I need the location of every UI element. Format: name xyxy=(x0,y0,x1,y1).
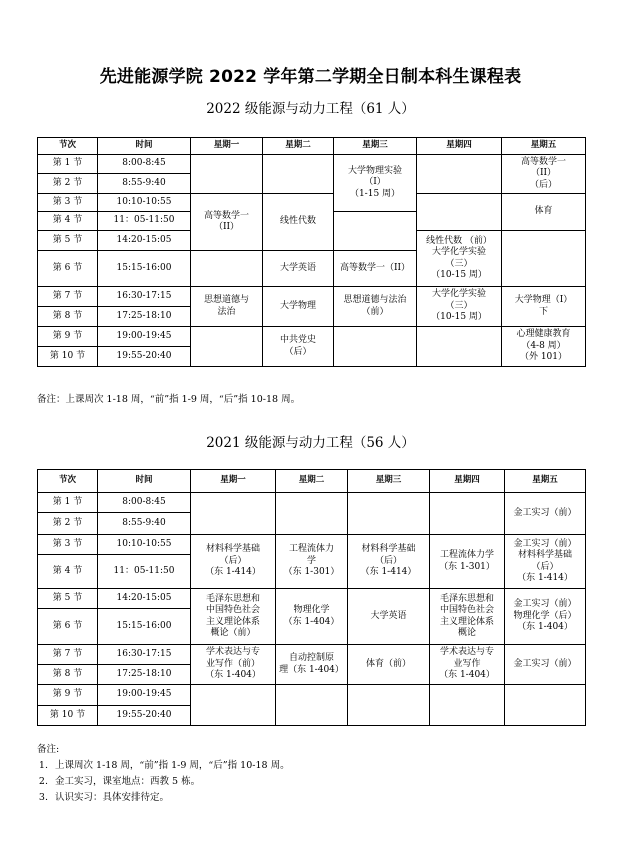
period-cell: 第 2 节 xyxy=(38,513,98,535)
period-cell: 第 6 节 xyxy=(38,609,98,645)
time-cell: 17:25-18:10 xyxy=(98,307,191,327)
period-cell: 第 9 节 xyxy=(38,685,98,706)
header-mon: 星期一 xyxy=(191,470,276,493)
note-item: 2. 金工实习，课室地点：西教 5 栋。 xyxy=(51,774,290,790)
course-cell: 体育（前） xyxy=(348,645,430,685)
period-cell: 第 9 节 xyxy=(38,327,98,347)
empty-cell xyxy=(191,685,276,726)
course-cell: 材料科学基础 （后） （东 1-414） xyxy=(348,535,430,589)
header-mon: 星期一 xyxy=(191,138,263,155)
empty-cell xyxy=(417,194,502,231)
period-cell: 第 8 节 xyxy=(38,307,98,327)
header-wed: 星期三 xyxy=(334,138,417,155)
time-cell: 10:10-10:55 xyxy=(98,535,191,555)
course-cell: 中共党史 （后） xyxy=(263,327,334,367)
course-cell: 自动控制原 理（东 1-404） xyxy=(276,645,348,685)
course-cell: 工程流体力 学 （东 1-301） xyxy=(276,535,348,589)
time-cell: 8:00-8:45 xyxy=(98,155,191,174)
period-cell: 第 1 节 xyxy=(38,155,98,174)
period-cell: 第 4 节 xyxy=(38,555,98,589)
note-item: 3. 认识实习：具体安排待定。 xyxy=(51,790,290,806)
period-cell: 第 5 节 xyxy=(38,231,98,251)
time-cell: 19:55-20:40 xyxy=(98,706,191,726)
section1-title: 2022 级能源与动力工程（61 人） xyxy=(206,101,415,117)
course-cell: 工程流体力学 （东 1-301） xyxy=(430,535,505,589)
empty-cell xyxy=(348,685,430,726)
time-cell: 8:55-9:40 xyxy=(98,513,191,535)
empty-cell xyxy=(430,685,505,726)
header-period: 节次 xyxy=(38,138,98,155)
course-cell: 金工实习（前） xyxy=(505,645,586,685)
time-cell: 17:25-18:10 xyxy=(98,665,191,685)
period-cell: 第 7 节 xyxy=(38,645,98,665)
empty-cell xyxy=(276,685,348,726)
empty-cell xyxy=(276,493,348,535)
time-cell: 14:20-15:05 xyxy=(98,589,191,609)
header-time: 时间 xyxy=(98,138,191,155)
period-cell: 第 3 节 xyxy=(38,535,98,555)
empty-cell xyxy=(191,155,263,194)
notes-list xyxy=(37,758,290,806)
course-cell: 学术表达与专 业写作（前） （东 1-404） xyxy=(191,645,276,685)
section2-notes xyxy=(37,742,290,806)
empty-cell xyxy=(263,155,334,194)
header-wed: 星期三 xyxy=(348,470,430,493)
period-cell: 第 2 节 xyxy=(38,174,98,194)
course-cell: 心理健康教育 （4-8 周） （外 101） xyxy=(502,327,586,367)
empty-cell xyxy=(334,327,417,367)
schedule-table-2022 xyxy=(37,137,586,367)
section1-note: 备注：上课周次 1-18 周，“前”指 1-9 周，“后”指 10-18 周。 xyxy=(37,394,301,405)
time-cell: 11：05-11:50 xyxy=(98,212,191,231)
period-cell: 第 5 节 xyxy=(38,589,98,609)
empty-cell xyxy=(417,155,502,194)
course-cell: 线性代数 xyxy=(263,194,334,251)
course-cell: 线性代数 （前） 大学化学实验 （三） （10-15 周） xyxy=(417,231,502,287)
period-cell: 第 6 节 xyxy=(38,251,98,287)
course-cell: 大学英语 xyxy=(348,589,430,645)
empty-cell xyxy=(191,327,263,367)
course-cell: 金工实习（前） xyxy=(505,493,586,535)
course-cell: 毛泽东思想和 中国特色社会 主义理论体系 概论 xyxy=(430,589,505,645)
course-cell: 毛泽东思想和 中国特色社会 主义理论体系 概论（前） xyxy=(191,589,276,645)
course-cell: 物理化学 （东 1-404） xyxy=(276,589,348,645)
header-fri: 星期五 xyxy=(505,470,586,493)
course-cell: 大学物理 xyxy=(263,287,334,327)
course-cell: 大学英语 xyxy=(263,251,334,287)
time-cell: 14:20-15:05 xyxy=(98,231,191,251)
document-title: 先进能源学院 2022 学年第二学期全日制本科生课程表 xyxy=(99,67,522,87)
time-cell: 19:00-19:45 xyxy=(98,685,191,706)
note-item: 1. 上课周次 1-18 周，“前”指 1-9 周，“后”指 10-18 周。 xyxy=(51,758,290,774)
period-cell: 第 10 节 xyxy=(38,347,98,367)
header-time: 时间 xyxy=(98,470,191,493)
empty-cell xyxy=(334,212,417,251)
empty-cell xyxy=(348,493,430,535)
time-cell: 10:10-10:55 xyxy=(98,194,191,212)
header-fri: 星期五 xyxy=(502,138,586,155)
course-cell: 思想道德与 法治 xyxy=(191,287,263,327)
time-cell: 15:15-16:00 xyxy=(98,609,191,645)
course-cell: 金工实习（前） 材料科学基础 （后） （东 1-414） xyxy=(505,535,586,589)
empty-cell xyxy=(417,327,502,367)
time-cell: 15:15-16:00 xyxy=(98,251,191,287)
schedule-table-2021 xyxy=(37,469,586,726)
course-cell: 大学物理实验 （I） （1-15 周） xyxy=(334,155,417,212)
period-cell: 第 8 节 xyxy=(38,665,98,685)
time-cell: 11：05-11:50 xyxy=(98,555,191,589)
header-thu: 星期四 xyxy=(417,138,502,155)
course-cell: 材料科学基础 （后） （东 1-414） xyxy=(191,535,276,589)
period-cell: 第 10 节 xyxy=(38,706,98,726)
empty-cell xyxy=(430,493,505,535)
header-period: 节次 xyxy=(38,470,98,493)
header-tue: 星期二 xyxy=(276,470,348,493)
header-thu: 星期四 xyxy=(430,470,505,493)
time-cell: 19:55-20:40 xyxy=(98,347,191,367)
empty-cell xyxy=(191,493,276,535)
time-cell: 8:00-8:45 xyxy=(98,493,191,513)
course-cell: 学术表达与专 业写作 （东 1-404） xyxy=(430,645,505,685)
period-cell: 第 3 节 xyxy=(38,194,98,212)
section2-title: 2021 级能源与动力工程（56 人） xyxy=(206,435,415,451)
time-cell: 16:30-17:15 xyxy=(98,287,191,307)
course-cell: 金工实习（前） 物理化学（后） （东 1-404） xyxy=(505,589,586,645)
time-cell: 16:30-17:15 xyxy=(98,645,191,665)
course-cell: 体育 xyxy=(502,194,586,231)
period-cell: 第 7 节 xyxy=(38,287,98,307)
course-cell: 高等数学一（II） xyxy=(334,251,417,287)
period-cell: 第 1 节 xyxy=(38,493,98,513)
empty-cell xyxy=(191,251,263,287)
empty-cell xyxy=(505,685,586,726)
course-cell: 高等数学一 （II） xyxy=(191,194,263,251)
time-cell: 8:55-9:40 xyxy=(98,174,191,194)
period-cell: 第 4 节 xyxy=(38,212,98,231)
time-cell: 19:00-19:45 xyxy=(98,327,191,347)
empty-cell xyxy=(502,231,586,287)
course-cell: 大学化学实验 （三） （10-15 周） xyxy=(417,287,502,327)
notes-label: 备注: xyxy=(37,744,60,755)
course-cell: 大学物理（I） 下 xyxy=(502,287,586,327)
course-cell: 思想道德与法治 （前） xyxy=(334,287,417,327)
course-cell: 高等数学一 （II） （后） xyxy=(502,155,586,194)
header-tue: 星期二 xyxy=(263,138,334,155)
